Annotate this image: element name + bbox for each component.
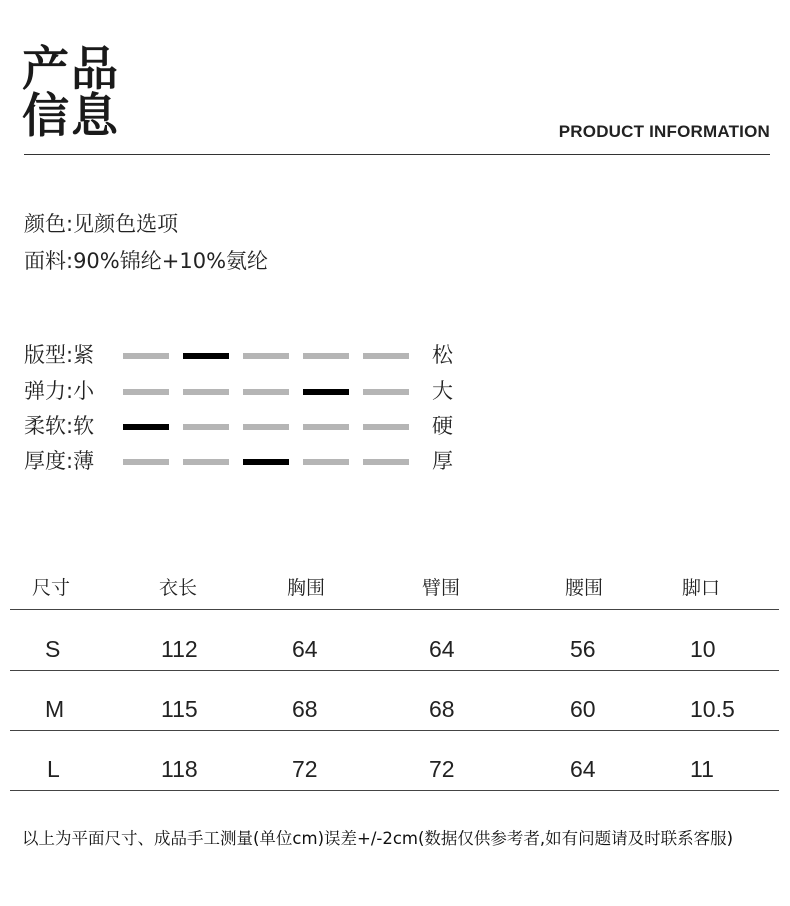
table-cell: 64 <box>570 756 596 782</box>
table-divider <box>10 670 779 671</box>
scale-segment <box>183 389 229 395</box>
scale-right-label: 硬 <box>432 414 453 438</box>
scale-segment <box>363 389 409 395</box>
table-cell: 10.5 <box>690 696 735 722</box>
fabric-info: 面料:90%锦纶+10%氨纶 <box>24 249 269 273</box>
table-cell: 60 <box>570 696 596 722</box>
scale-segment <box>183 459 229 465</box>
table-cell: M <box>45 696 65 722</box>
table-cell: 68 <box>429 696 455 722</box>
scale-segment <box>123 353 169 359</box>
table-header-length: 衣长 <box>159 577 198 599</box>
scale-segment <box>303 459 349 465</box>
scale-segment-active <box>303 389 349 395</box>
scale-segment <box>243 353 289 359</box>
table-cell: 10 <box>690 636 716 662</box>
table-cell: 68 <box>292 696 318 722</box>
scale-label: 柔软:软 <box>24 414 95 438</box>
scale-row-softness <box>24 412 474 442</box>
scale-right-label: 大 <box>432 379 453 403</box>
table-header-chest: 胸围 <box>287 577 326 599</box>
scale-segment <box>363 424 409 430</box>
color-info: 颜色:见颜色选项 <box>24 212 179 236</box>
scale-label: 版型:紧 <box>24 343 95 367</box>
scale-segment <box>123 389 169 395</box>
table-header-waist: 腰围 <box>565 577 604 599</box>
scale-right-label: 松 <box>432 343 453 367</box>
table-header-hem: 脚口 <box>682 577 721 599</box>
scale-segment <box>303 353 349 359</box>
scale-segment <box>363 353 409 359</box>
header-divider <box>24 154 770 155</box>
scale-label: 厚度:薄 <box>24 449 95 473</box>
table-cell: 72 <box>292 756 318 782</box>
table-divider <box>10 609 779 610</box>
english-subtitle: PRODUCT INFORMATION <box>558 122 770 141</box>
table-cell: S <box>45 636 61 662</box>
scale-label: 弹力:小 <box>24 379 95 403</box>
table-divider <box>10 730 779 731</box>
title-line-1: 产品 <box>22 42 120 97</box>
table-cell: 72 <box>429 756 455 782</box>
scale-row-elasticity <box>24 377 474 407</box>
scale-segment <box>243 424 289 430</box>
scale-segment-active <box>123 424 169 430</box>
scale-row-fit <box>24 341 474 371</box>
table-header-arm: 臂围 <box>422 577 461 599</box>
table-cell: 118 <box>161 756 198 782</box>
table-header-size: 尺寸 <box>32 577 71 599</box>
table-divider <box>10 790 779 791</box>
scale-segment <box>183 424 229 430</box>
scale-segment <box>243 389 289 395</box>
table-cell: 56 <box>570 636 596 662</box>
table-cell: 11 <box>690 756 714 782</box>
table-cell: 64 <box>429 636 455 662</box>
scale-segment-active <box>183 353 229 359</box>
table-cell: 112 <box>161 636 198 662</box>
scale-segment <box>363 459 409 465</box>
scale-row-thickness <box>24 447 474 477</box>
scale-segment <box>303 424 349 430</box>
scale-segment <box>123 459 169 465</box>
table-cell: 64 <box>292 636 318 662</box>
title-line-2: 信息 <box>22 89 120 144</box>
measurement-note: 以上为平面尺寸、成品手工测量(单位cm)误差+/-2cm(数据仅供参考者,如有问题请及时联系客服) <box>22 829 734 848</box>
scale-segment-active <box>243 459 289 465</box>
table-cell: L <box>47 756 60 782</box>
scale-right-label: 厚 <box>432 449 453 473</box>
table-cell: 115 <box>161 696 198 722</box>
